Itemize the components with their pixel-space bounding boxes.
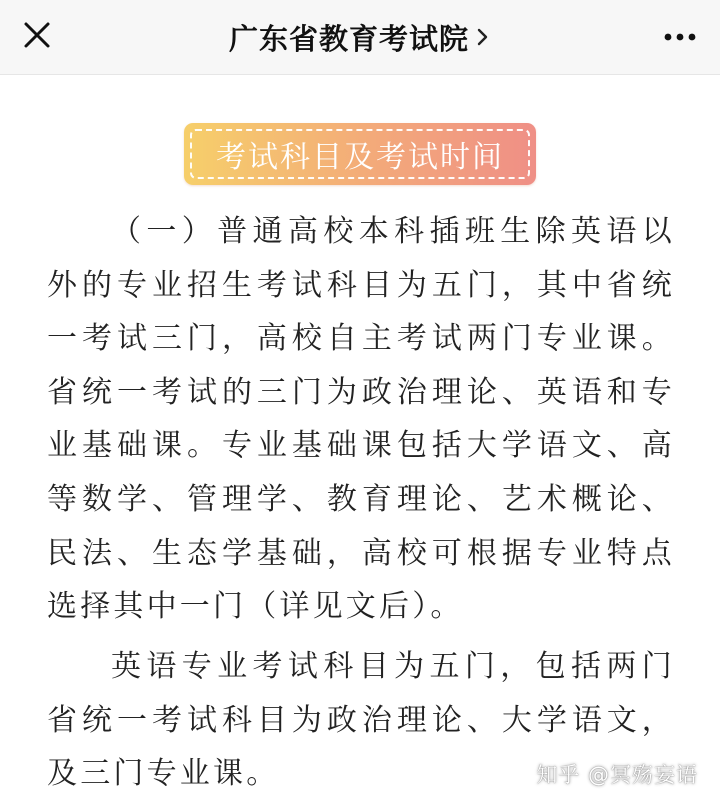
section-header-dashed-frame xyxy=(190,129,530,179)
more-horizontal-icon xyxy=(658,18,702,56)
article-paragraph: （一）普通高校本科插班生除英语以外的专业招生考试科目为五门，其中省统一考试三门，高校自主考试两门专业课。省统一考试的三门为政治理论、英语和专业基础课。专业基础课包括大学语文、高等数学、管理学、教育理论、艺术概论、民法、生态学基础，高校可根据专业特点选择其中一门（详见文后）。 xyxy=(47,214,675,625)
top-nav-bar xyxy=(0,0,720,75)
article-paragraph: 英语专业考试科目为五门，包括两门省统一考试科目为政治理论、大学语文，及三门专业课。 xyxy=(47,649,675,792)
section-title: 考试科目及考试时间 xyxy=(216,140,504,175)
zhihu-watermark: 知乎 @冥殇妄语 xyxy=(536,763,698,787)
article-body xyxy=(0,75,720,809)
section-header-badge xyxy=(184,123,536,185)
chevron-right-icon xyxy=(475,24,491,50)
account-title-link[interactable] xyxy=(0,0,720,74)
more-options-button[interactable] xyxy=(658,18,702,56)
account-title: 广东省教育考试院 xyxy=(228,21,469,56)
